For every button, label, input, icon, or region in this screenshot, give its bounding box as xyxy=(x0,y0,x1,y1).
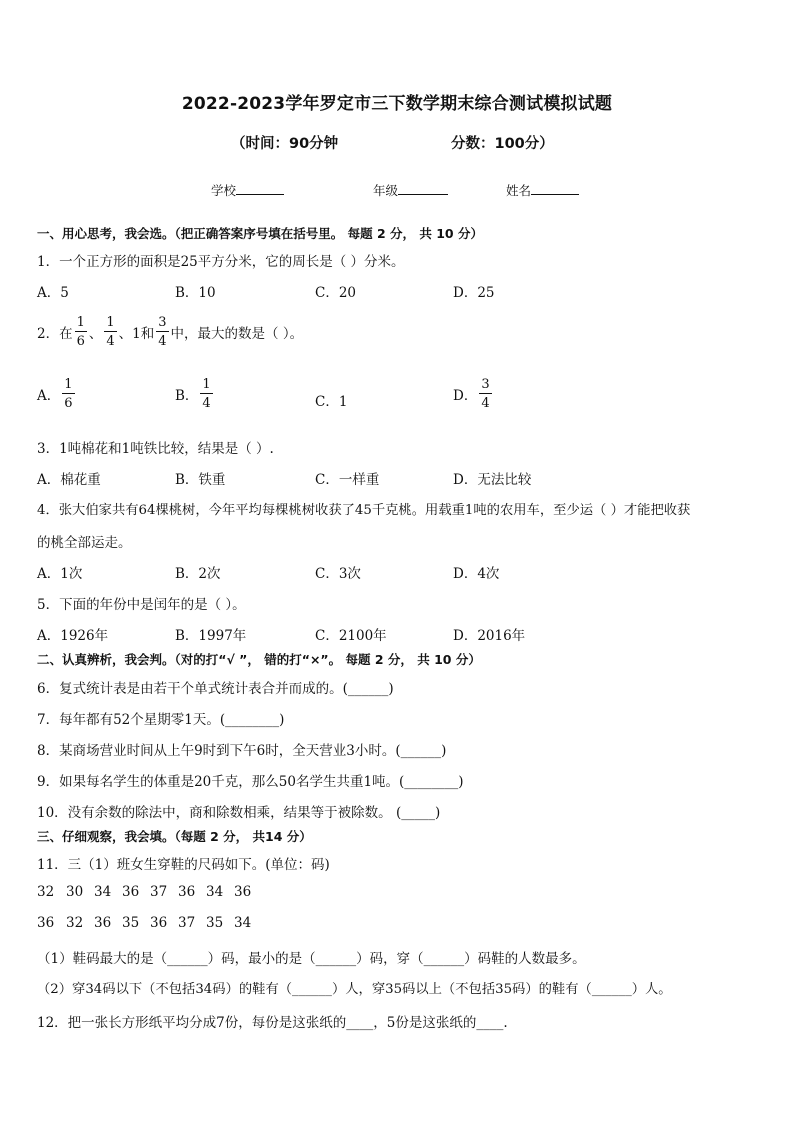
question-5: 5．下面的年份中是闰年的是（ ）。 xyxy=(37,597,246,613)
question-9: 9．如果每名学生的体重是20千克，那么50名学生共重1吨。(________) xyxy=(37,774,464,790)
q11-row2-value: 35 xyxy=(122,915,140,931)
q2-option-b-denominator: 4 xyxy=(202,396,211,411)
question-2 xyxy=(37,316,303,348)
grade-field xyxy=(373,181,448,199)
q5-option-a: A．1926年 xyxy=(37,628,109,644)
section3-heading: 三、仔细观察，我会填。（每题 2 分， 共14 分） xyxy=(37,829,312,844)
q11-row1-value: 34 xyxy=(206,884,224,900)
q11-row2-value: 32 xyxy=(66,915,84,931)
q2-option-d xyxy=(453,378,494,410)
section1-heading: 一、用心思考，我会选。（把正确答案序号填在括号里。 每题 2 分， 共 10 分） xyxy=(37,226,483,241)
q5-option-d: D．2016年 xyxy=(453,628,526,644)
school-field xyxy=(211,181,284,199)
question-4-line-1: 4．张大伯家共有64棵桃树，今年平均每棵桃树收获了45千克桃。用载重1吨的农用车，至少运（ ）才能把收获 xyxy=(37,503,691,518)
q5-option-b: B．1997年 xyxy=(175,628,247,644)
name-blank xyxy=(531,181,579,195)
q2-option-c: C．1 xyxy=(315,394,348,410)
q2-separator-1: 、 xyxy=(88,326,103,342)
school-label: 学校 xyxy=(211,183,237,198)
q5-option-c: C．2100年 xyxy=(315,628,387,644)
q2-option-b-fraction xyxy=(200,378,212,410)
q2-fraction-1 xyxy=(75,316,87,348)
q2-option-d-fraction xyxy=(479,378,491,410)
q11-row1-value: 34 xyxy=(94,884,112,900)
q3-option-c: C．一样重 xyxy=(315,472,380,488)
q11-row1-value: 36 xyxy=(178,884,196,900)
question-10: 10．没有余数的除法中，商和除数相乘，结果等于被除数。 (_____) xyxy=(37,805,441,821)
q2-suffix: 中，最大的数是（ ）。 xyxy=(170,326,304,342)
q2-option-a-label: A． xyxy=(37,388,61,404)
q2-option-d-label: D． xyxy=(453,388,478,404)
q3-option-a: A．棉花重 xyxy=(37,472,101,488)
q11-row2-value: 36 xyxy=(37,915,55,931)
q2-option-a xyxy=(37,378,77,410)
q2-option-b xyxy=(175,378,215,410)
question-1: 1．一个正方形的面积是25平方分米，它的周长是（ ）分米。 xyxy=(37,254,405,270)
q2-option-b-label: B． xyxy=(175,388,199,404)
q2-option-a-numerator: 1 xyxy=(64,377,73,392)
question-3: 3．1吨棉花和1吨铁比较，结果是（ ）. xyxy=(37,441,274,457)
question-7: 7．每年都有52个星期零1天。(________) xyxy=(37,712,285,728)
q11-row1-value: 36 xyxy=(234,884,252,900)
q1-option-b: B．10 xyxy=(175,285,216,301)
q11-row2-value: 35 xyxy=(206,915,224,931)
q1-option-c: C．20 xyxy=(315,285,357,301)
school-blank xyxy=(236,181,284,195)
q2-fraction-3-numerator: 3 xyxy=(158,315,167,330)
q2-option-a-fraction xyxy=(62,378,74,410)
q11-row1-value: 30 xyxy=(66,884,84,900)
question-6: 6．复式统计表是由若干个单式统计表合并而成的。(______) xyxy=(37,681,394,697)
name-label: 姓名 xyxy=(506,183,532,198)
q2-separator-2: 、1和 xyxy=(118,326,155,342)
q2-option-b-numerator: 1 xyxy=(202,377,211,392)
time-label: （时间：90分钟 xyxy=(231,136,339,152)
q4-option-a: A．1次 xyxy=(37,566,83,582)
score-label: 分数：100分） xyxy=(451,136,554,152)
q2-fraction-3-denominator: 4 xyxy=(158,334,167,349)
q4-option-b: B．2次 xyxy=(175,566,221,582)
q3-option-d: D．无法比较 xyxy=(453,472,532,488)
q11-sub-2: （2）穿34码以下（不包括34码）的鞋有（______）人，穿35码以上（不包括35码）的鞋有（______）人。 xyxy=(37,982,672,997)
q11-sub-1: （1）鞋码最大的是（______）码，最小的是（______）码，穿（______）码鞋的人数最多。 xyxy=(37,951,586,967)
q11-row2-value: 37 xyxy=(178,915,196,931)
q4-option-d: D．4次 xyxy=(453,566,500,582)
question-11: 11．三（1）班女生穿鞋的尺码如下。(单位：码) xyxy=(37,857,330,873)
q2-option-d-denominator: 4 xyxy=(481,396,490,411)
grade-label: 年级 xyxy=(373,183,399,198)
q2-fraction-1-numerator: 1 xyxy=(76,315,85,330)
page-title: 2022-2023学年罗定市三下数学期末综合测试模拟试题 xyxy=(181,94,613,114)
q4-option-c: C．3次 xyxy=(315,566,361,582)
q2-prefix: 2．在 xyxy=(37,326,73,342)
q3-option-b: B．铁重 xyxy=(175,472,226,488)
q11-row1-value: 32 xyxy=(37,884,55,900)
q2-option-d-numerator: 3 xyxy=(481,377,490,392)
question-12: 12．把一张长方形纸平均分成7份，每份是这张纸的____，5份是这张纸的____. xyxy=(37,1015,508,1031)
q11-row1-value: 37 xyxy=(150,884,168,900)
q1-option-a: A．5 xyxy=(37,285,69,301)
q11-row1-value: 36 xyxy=(122,884,140,900)
q11-row2-value: 36 xyxy=(150,915,168,931)
grade-blank xyxy=(398,181,448,195)
q2-fraction-3 xyxy=(156,316,168,348)
q11-row2-value: 36 xyxy=(94,915,112,931)
q11-row2-value: 34 xyxy=(234,915,252,931)
q2-fraction-2 xyxy=(104,316,116,348)
q2-fraction-2-denominator: 4 xyxy=(106,334,115,349)
question-4-line-2: 的桃全部运走。 xyxy=(37,535,132,551)
q2-option-a-denominator: 6 xyxy=(64,396,73,411)
section2-heading: 二、认真辨析，我会判。（对的打“√ ”， 错的打“×”。 每题 2 分， 共 10 分） xyxy=(37,652,481,667)
name-field xyxy=(506,181,579,199)
q1-option-d: D．25 xyxy=(453,285,495,301)
q2-fraction-2-numerator: 1 xyxy=(106,315,115,330)
q2-fraction-1-denominator: 6 xyxy=(76,334,85,349)
question-8: 8．某商场营业时间从上午9时到下午6时，全天营业3小时。(______) xyxy=(37,743,447,759)
